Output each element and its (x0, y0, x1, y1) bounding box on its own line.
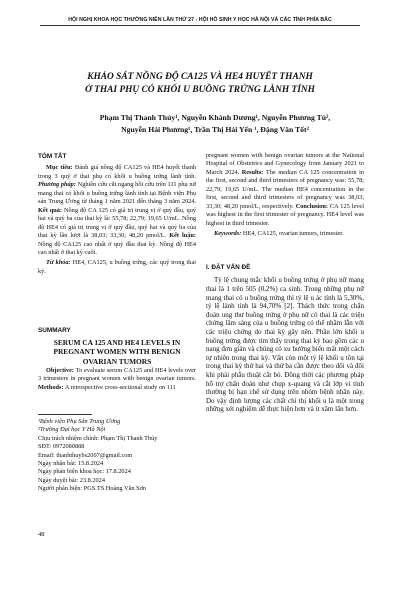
abstract-vi-body (38, 164, 196, 257)
phuong-phap-label: Phương pháp: (38, 181, 76, 189)
tu-khoa-label: Từ khóa: (46, 259, 71, 267)
abstract-vi (38, 153, 196, 276)
english-title: SERUM CA 125 AND HE4 LEVELS IN PREGNANT WOMEN WITH BENIGN OVARIAN TUMORS (53, 338, 181, 366)
title-line-1: KHẢO SÁT NỒNG ĐỘ CA125 VÀ HE4 HUYẾT THANH (87, 72, 313, 82)
ket-luan-text: Nồng độ CA125 cao nhất ở quý đầu thai kỳ. Nồng độ HE4 cao nhất ở thai kỳ cuối. (38, 240, 196, 256)
section-1-body: Tỷ lệ chung mắc khối u buồng trứng ở phụ nữ mang thai là 1 trên 505 (0,2%) ca sinh. Trong những phụ nữ mang thai có u buồng trứng thì tỷ lệ u ác tính là 5,30%, tỷ lệ lành tính là 94,70% [2]. Thách thức trong chẩn đoán ung thư buồng trứng ở phụ nữ có thai là các triệu chứng lâm sàng của u buồng trứng có thể nhầm lẫn với các triệu chứng do thai kỳ gây nên. Phần lớn khối u buồng trứng được tìm thấy trong thai kỳ bao gồm các u nang đơn giản và chúng có xu hướng biến mất một cách tự nhiên trong thai kỳ. Vấn còn một tỷ lệ khối u tồn tại trong thai kỳ thứ hai và thứ ba cần được theo dõi và đôi khi phải phẫu thuật cắt bỏ. Đồng thời các phương pháp hỗ trợ chẩn đoán như chụp x-quang và cắt lớp vi tính thường bị hạn chế sử dụng trên nhóm bệnh nhân này. Do vậy định lượng các chất chỉ thị khối u là một trong những xét nghiệm dễ thực hiện hơn và ít xâm lấn hơn. (206, 276, 364, 414)
footnote-email: Email: thanhthuybs2007@gmail.com (38, 451, 133, 459)
keywords (206, 230, 364, 238)
ket-qua-text: Nồng độ CA 125 có giá trị trung vị ở quý đầu, quý hai và quý ba của thai kỳ là: 55,78; 22,79; 19,65 U/mL. Nồng độ HE4 có giá trị trung vị ở quý đầu, quý hai và quý ba của thai kỳ lần lượt là 38,03; 33,30; 48,20 pmol/L. (38, 206, 196, 240)
ket-qua-label: Kết quả: (38, 206, 63, 214)
abstract-en-start (38, 367, 196, 392)
footnote-phone: SĐT: 0972080888 (38, 443, 85, 451)
objective-label: Objective: (46, 367, 74, 374)
phuong-phap-text: Nghiên cứu cắt ngang hồi cứu trên 111 phụ nữ mang thai có khối u buồng trứng lành tính tại Bệnh viện Phụ sản Trung Ương từ tháng 1 năm 2021 đến tháng 3 năm 2024. (38, 181, 196, 206)
footnotes (38, 418, 198, 494)
footnote-accepted: Ngày duyệt bài: 23.8.2024 (38, 476, 105, 484)
results-text: The median CA 125 concentration in the first, second and third trimesters of pregnancy was: 55,78; 22,79; 19,65 U/mL. The median HE4 concentration in the first, second and third trimesters of pregnancy was 38,03; 33,30; 48,20 pmol/L, respectively. (206, 168, 364, 210)
footnote-affil-1: ¹Bệnh viện Phụ Sản Trung Ương (38, 418, 121, 425)
footnote-received: Ngày nhận bài: 15.8.2024 (38, 460, 104, 468)
methods-text: A retrospective cross-sectional study on 111 (63, 383, 176, 391)
muc-tieu-label: Mục tiêu: (46, 164, 73, 172)
objective-text: To evaluate serum CA125 and HE4 levels over 3 trimesters in pregnant women with benign ovarian tumors. (38, 367, 196, 383)
tomtat-heading: TÓM TẮT (38, 153, 67, 160)
ket-luan-label: Kết luận: (169, 232, 196, 240)
abstract-en-continued (206, 152, 364, 239)
section-1 (206, 264, 364, 414)
authors-line-1: Phạm Thị Thanh Thủy¹, Nguyễn Khánh Dương¹, Nguyễn Phương Tú², (99, 113, 331, 122)
muc-tieu-text: Đánh giá nồng độ CA125 và HE4 huyết thanh trong 3 quý ở thai phụ có khối u buồng trứng lành tính. (38, 164, 196, 180)
authors-line-2: Nguyễn Hải Phương¹, Trần Thị Hải Yến ¹, Đặng Văn Tốt² (121, 124, 309, 134)
tu-khoa (38, 259, 196, 276)
footnote-divider (38, 414, 92, 415)
section-1-heading: I. ĐẶT VẤN ĐỀ (206, 264, 251, 271)
footnote-reviewed: Ngày phản biện khoa học: 17.8.2024 (38, 468, 131, 476)
results-label: Results: (241, 168, 264, 176)
footnote-reviewer: Người phản biện: PGS.TS Hoàng Văn Sơn (38, 485, 147, 493)
keywords-label: Keywords: (214, 230, 242, 238)
footnote-affil-2: ²Trường Đại học Y Hà Nội (38, 426, 106, 434)
conclusion-label: Conclusion: (295, 202, 328, 210)
header-divider (40, 25, 360, 26)
summary-heading: SUMMARY (38, 327, 71, 334)
article-title (28, 71, 372, 97)
tu-khoa-text: HE4, CA125, u buồng trứng, các quý trong thai kỳ. (38, 259, 196, 275)
journal-header: HỘI NGHỊ KHOA HỌC THƯỜNG NIÊN LẦN THỨ 27 - HỘI HỖ SINH Y HỌC HÀ NỘI VÀ CÁC TỈNH PHÍA BẮC (68, 17, 332, 23)
summary-section (38, 327, 196, 335)
footnote-corresponding: Chịu trách nhiệm chính: Phạm Thị Thanh Thủy (38, 434, 158, 442)
conclusion-text: CA 125 level was highest in the first trimester of pregnancy. HE4 level was highest in third trimester. (206, 202, 364, 227)
page-number: 48 (38, 531, 45, 538)
title-line-2: Ở THAI PHỤ CÓ KHỐI U BUỒNG TRỨNG LÀNH TÍNH (85, 85, 315, 95)
methods-label: Methods: (38, 383, 64, 391)
right-intro-text: pregnant women with benign ovarian tumors at the National Hospital of Obstetrics and Gynecology from January 2021 to March 2024. (206, 152, 364, 176)
keywords-text: HE4, CA125, ovarian tumors, trimester. (241, 230, 344, 238)
authors (70, 112, 360, 135)
